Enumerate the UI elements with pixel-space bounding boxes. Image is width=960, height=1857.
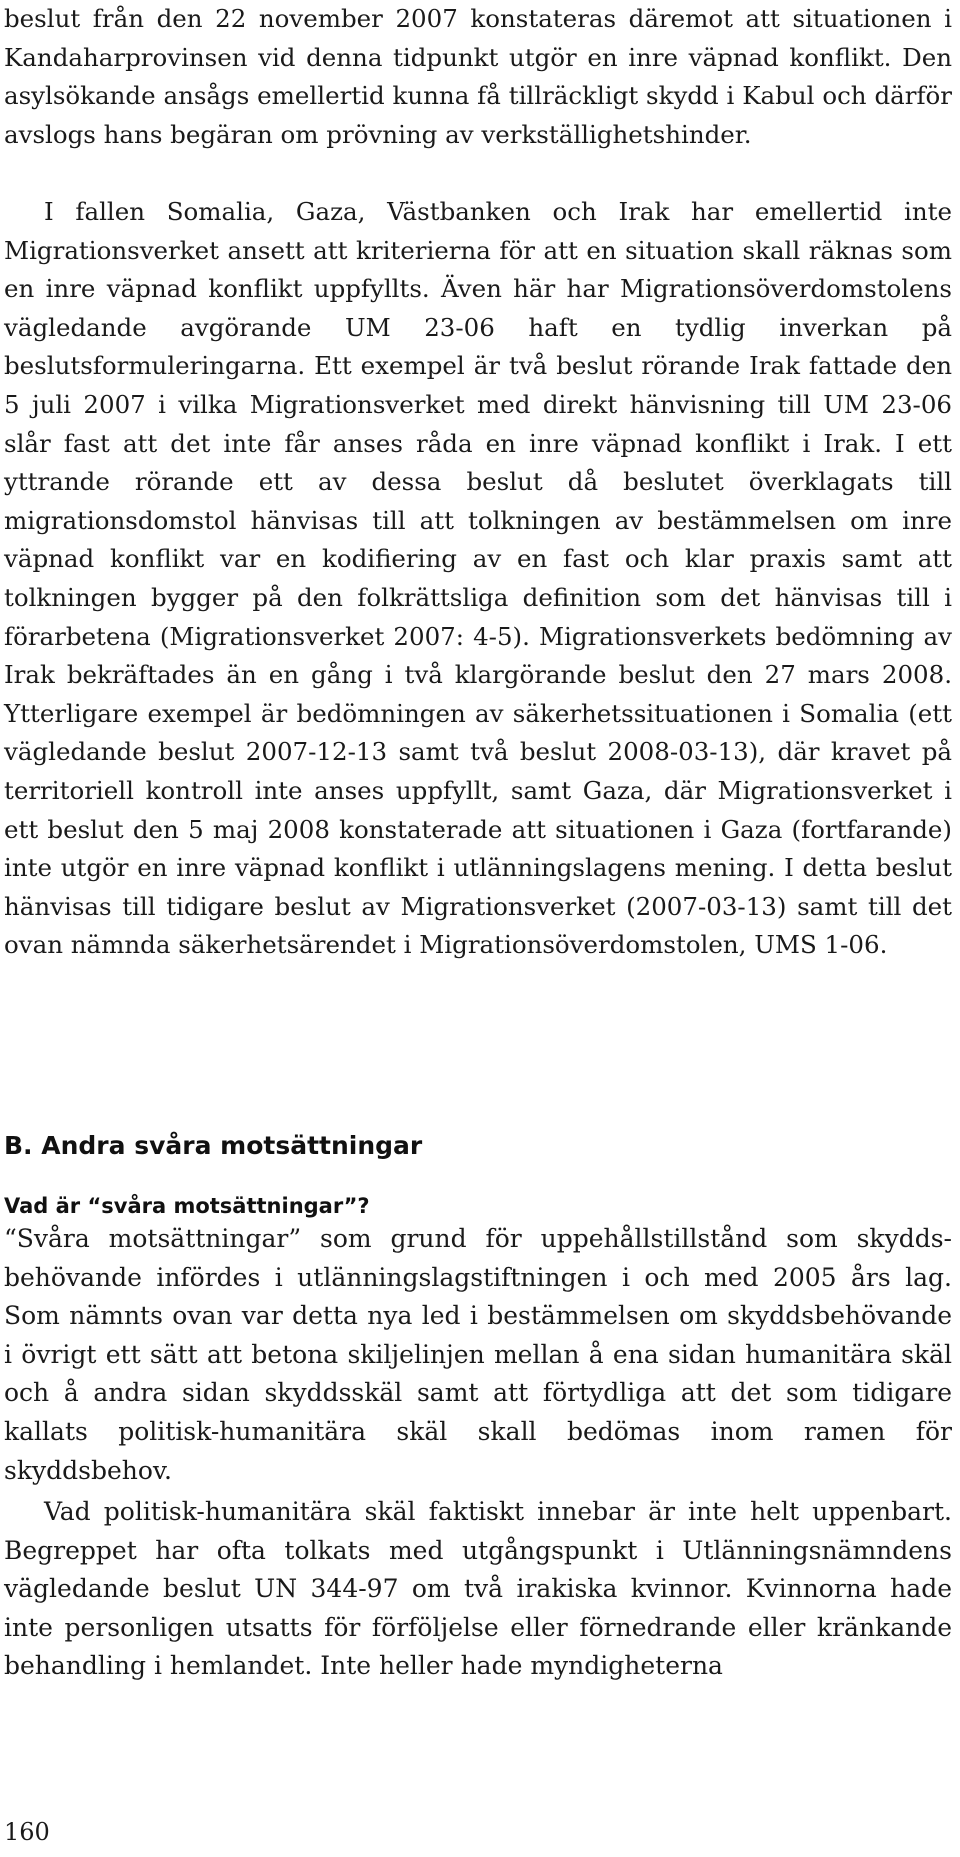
paragraph-politisk-humanitara: Vad politisk-humanitära skäl faktiskt innebar är inte helt uppenbart. Begreppet har ofta tolkats med utgångspunkt i Utlänningsnämndens vägledande beslut UN 344-97 om två irakiska kvinnor. Kvinnorna hade inte personligen utsatts för förföljelse eller förnedrande eller kränkande behandling i hemlandet. Inte heller hade myndigheterna xyxy=(4,1497,952,1681)
section-heading: B. Andra svåra motsättningar xyxy=(4,1131,423,1160)
paragraph-continued: beslut från den 22 november 2007 konstateras däremot att situationen i Kandaharprovinsen vid denna tidpunkt utgör en inre väpnad konflikt. Den asylsökande ansågs emellertid kunna få tillräckligt skydd i Kabul och därför avslogs hans begäran om prövning av verkställighetshinder. xyxy=(4,4,952,149)
paragraph-iraq-somalia-gaza: I fallen Somalia, Gaza, Västbanken och Irak har emellertid inte Migrationsverket ansett att kriterierna för att en situation skall räknas som en inre väpnad konflikt uppfyllts. Även här har Migrationsöverdomstolens vägledande avgörande UM 23-06 haft en tydlig inverkan på beslutsformuleringarna. Ett exempel är två beslut rörande Irak fattade den 5 juli 2007 i vilka Migrationsverket med direkt hänvisning till UM 23-06 slår fast att det inte får anses råda en inre väpnad konflikt i Irak. I ett yttrande rörande ett av dessa beslut då beslutet överklagats till migrationsdomstol hänvisas till att tolkningen av bestämmelsen om inre väpnad konflikt var en kodifiering av en fast och klar praxis samt att tolkningen bygger på den folkrättsliga definition som det hänvisas till i förarbetena (Migrationsverket 2007: 4-5). Migrationsverkets bedömning av Irak bekräftades än en gång i två klargörande beslut den 27 mars 2008. Ytterligare exempel är bedömningen av säkerhetssituationen i Somalia (ett vägledande beslut 2007-12-13 samt två beslut 2008-03-13), där kravet på territoriell kontroll inte anses uppfyllt, samt Gaza, där Migrationsverket i ett beslut den 5 maj 2008 konstaterade att situationen i Gaza (fortfarande) inte utgör en inre väpnad konflikt i utlänningslagens mening. I detta beslut hänvisas till tidigare beslut av Migrationsverket (2007-03-13) samt till det ovan nämnda säkerhetsärendet i Migrationsöverdomstolen, UMS 1-06. xyxy=(4,197,952,960)
sub-heading: Vad är “svåra motsättningar”? xyxy=(4,1194,370,1218)
page-number: 160 xyxy=(4,1818,50,1846)
paragraph-svara-motsattningar: “Svåra motsättningar” som grund för uppehållstillstånd som skyddsbehövande infördes i utlänningslagstiftningen i och med 2005 års lag. Som nämnts ovan var detta nya led i bestämmelsen om skyddsbehövande i övrigt ett sätt att betona skiljelinjen mellan å ena sidan humanitära skäl och å andra sidan skyddsskäl samt att förtydliga att det som tidigare kallats politisk-humanitära skäl skall bedömas inom ramen för skyddsbehov. xyxy=(4,1224,952,1485)
